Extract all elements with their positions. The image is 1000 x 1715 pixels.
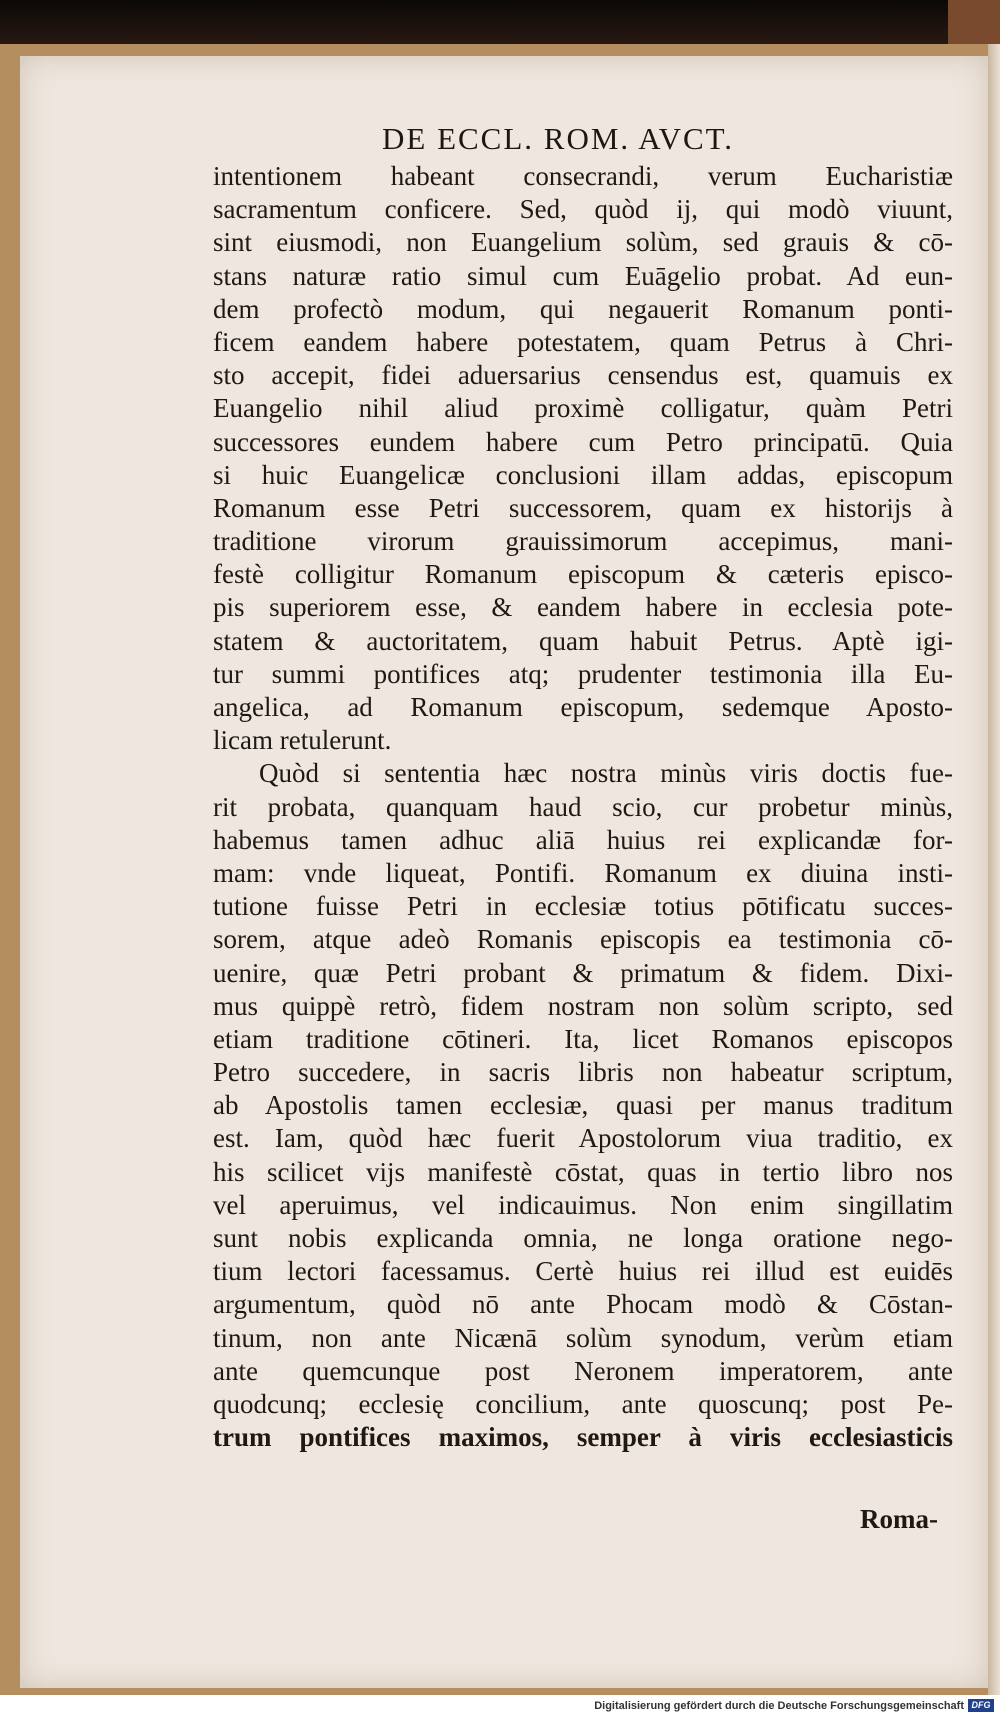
dfg-logo: DFG <box>968 1699 994 1712</box>
text-line: habemus tamen adhuc aliā huius rei explicandæ for- <box>213 824 953 855</box>
text-line: argumentum, quòd nō ante Phocam modò & Cōstan- <box>213 1289 953 1320</box>
text-line: sto accepit, fidei aduersarius censendus est, quamuis ex <box>213 360 953 391</box>
text-line: quodcunq; ecclesię concilium, ante quoscunq; post Pe- <box>213 1388 953 1419</box>
text-line: tur summi pontifices atq; prudenter testimonia illa Eu- <box>213 658 953 689</box>
paragraph-first-line: Quòd si sententia hæc nostra minùs viris doctis fue- <box>259 758 953 789</box>
text-line: statem & auctoritatem, quam habuit Petrus. Aptè igi- <box>213 625 953 656</box>
text-line: ante quemcunque post Neronem imperatorem, ante <box>213 1355 953 1386</box>
funding-credit: Digitalisierung gefördert durch die Deutsche Forschungsgemeinschaft <box>594 1700 964 1712</box>
text-line: his scilicet vijs manifestè cōstat, quas in tertio libro nos <box>213 1156 953 1187</box>
body-text <box>213 160 953 1550</box>
paragraph-last-line: licam retulerunt. <box>213 725 392 756</box>
text-line: uenire, quæ Petri probant & primatum & fidem. Dixi- <box>213 957 953 988</box>
text-line: si huic Euangelicæ conclusioni illam addas, episcopum <box>213 459 953 490</box>
digitization-footer <box>0 1695 1000 1715</box>
text-line: sunt nobis explicanda omnia, ne longa oratione nego- <box>213 1223 953 1253</box>
text-line: tutione fuisse Petri in ecclesiæ totius pōtificatu succes- <box>213 891 953 922</box>
text-line: est. Iam, quòd hæc fuerit Apostolorum viua traditio, ex <box>213 1123 953 1154</box>
text-line: sint eiusmodi, non Euangelium solùm, sed grauis & cō- <box>213 227 953 258</box>
text-line: ficem eandem habere potestatem, quam Petrus à Chri- <box>213 326 953 357</box>
text-line: Romanum esse Petri successorem, quam ex historijs à <box>213 492 953 523</box>
text-line: sorem, atque adeò Romanis episcopis ea testimonia cō- <box>213 924 953 955</box>
text-line: mus quippè retrò, fidem nostram non solùm scripto, sed <box>213 990 953 1021</box>
text-line: successores eundem habere cum Petro principatū. Quia <box>213 426 953 457</box>
text-line: vel aperuimus, vel indicauimus. Non enim singillatim <box>213 1189 953 1220</box>
running-head: DE ECCL. ROM. AVCT. <box>382 121 735 156</box>
text-line: dem profectò modum, qui negauerit Romanum ponti- <box>213 293 953 324</box>
text-line: etiam traditione cōtineri. Ita, licet Romanos episcopos <box>213 1023 953 1054</box>
text-line: stans naturæ ratio simul cum Euāgelio probat. Ad eun- <box>213 260 953 291</box>
text-line: pis superiorem esse, & eandem habere in ecclesia pote- <box>213 592 953 623</box>
text-line: rit probata, quanquam haud scio, cur probetur minùs, <box>213 791 953 822</box>
text-line: mam: vnde liqueat, Pontifi. Romanum ex diuina insti- <box>213 857 953 888</box>
text-line: tium lectori facessamus. Certè huius rei illud est euidēs <box>213 1256 953 1287</box>
text-line: festè colligitur Romanum episcopum & cæteris episco- <box>213 559 953 590</box>
text-line: intentionem habeant consecrandi, verum Eucharistiæ <box>213 161 953 191</box>
text-line: traditione virorum grauissimorum accepimus, mani- <box>213 526 953 557</box>
catchword: Roma- <box>860 1504 938 1534</box>
text-line: trum pontifices maximos, semper à viris ecclesiasticis <box>213 1422 953 1453</box>
text-line: Euangelio nihil aliud proximè colligatur, quàm Petri <box>213 393 953 424</box>
text-line: sacramentum conficere. Sed, quòd ij, qui modò viuunt, <box>213 194 953 225</box>
page-right-edge <box>988 44 1000 1696</box>
scanner-corner <box>948 0 1000 48</box>
text-line: ab Apostolis tamen ecclesiæ, quasi per manus traditum <box>213 1090 953 1121</box>
scanner-top-band <box>0 0 1000 48</box>
text-line: Petro succedere, in sacris libris non habeatur scriptum, <box>213 1057 953 1088</box>
text-line: angelica, ad Romanum episcopum, sedemque Aposto- <box>213 692 953 722</box>
text-line: tinum, non ante Nicænā solùm synodum, verùm etiam <box>213 1322 953 1353</box>
